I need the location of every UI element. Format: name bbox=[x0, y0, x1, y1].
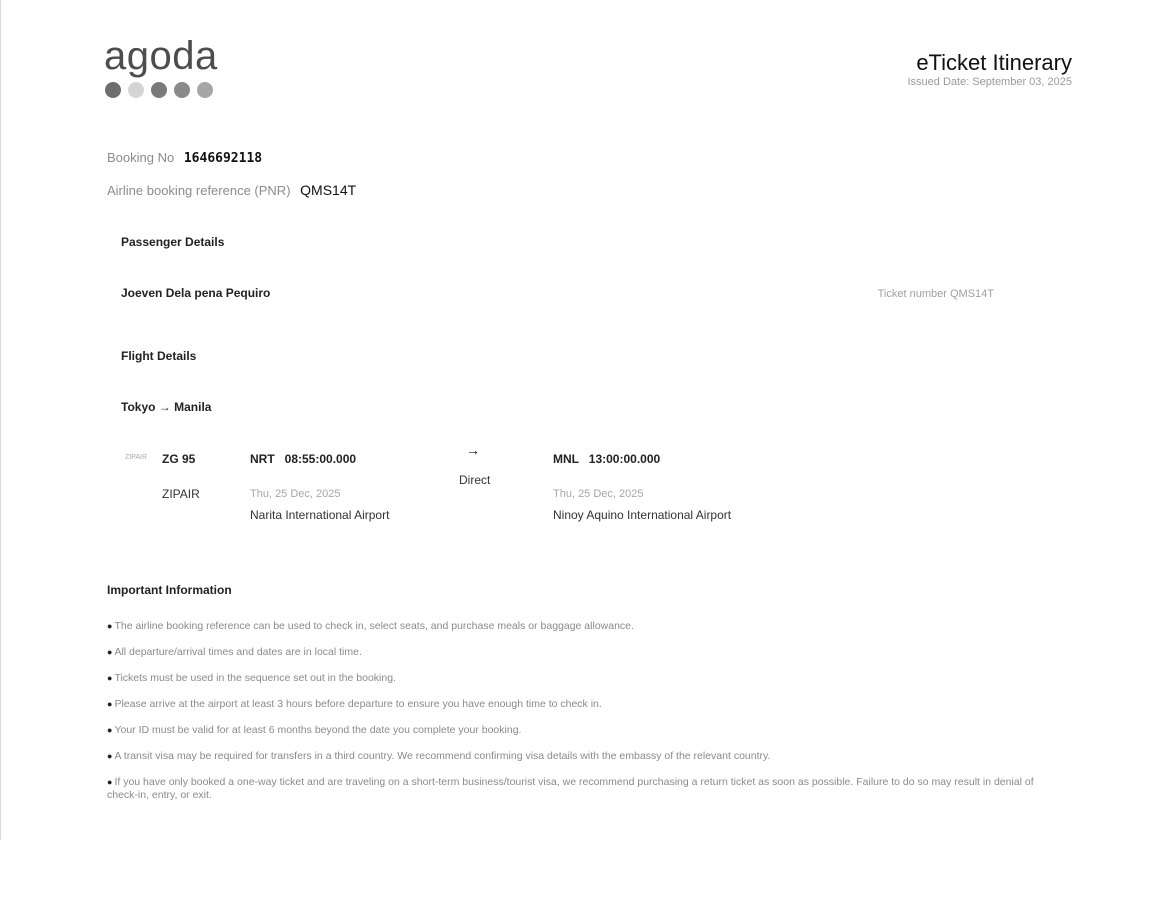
logo-wordmark: agoda bbox=[104, 34, 218, 78]
list-item-text: The airline booking reference can be used to check in, select seats, and purchase meals or baggage allowance. bbox=[114, 620, 634, 632]
bullet-icon: ● bbox=[107, 751, 113, 761]
ticket-number: QMS14T bbox=[949, 288, 994, 300]
passenger-name: Joeven Dela pena Pequiro bbox=[121, 286, 271, 300]
list-item bbox=[107, 724, 1067, 737]
list-item-text: Tickets must be used in the sequence set out in the booking. bbox=[114, 672, 396, 684]
booking-number: 1646692118 bbox=[183, 151, 263, 166]
airline-logo: ZIPAIR bbox=[125, 454, 148, 461]
booking-number-line bbox=[107, 150, 262, 166]
list-item bbox=[107, 620, 1067, 633]
bullet-icon: ● bbox=[107, 725, 113, 735]
flight-route: Tokyo → Manila bbox=[121, 400, 212, 414]
logo-dot bbox=[151, 82, 167, 98]
arrival-time: MNL 13:00:00.000 bbox=[553, 452, 661, 466]
flight-details-heading: Flight Details bbox=[121, 349, 197, 363]
flight-number: ZG 95 bbox=[162, 452, 196, 466]
arrival-airport: Ninoy Aquino International Airport bbox=[553, 508, 732, 522]
document-title: eTicket Itinerary bbox=[916, 50, 1072, 75]
bullet-icon: ● bbox=[107, 777, 113, 787]
bullet-icon: ● bbox=[107, 673, 113, 683]
pnr-line bbox=[107, 182, 356, 198]
left-border bbox=[0, 0, 1, 840]
arrival-date: Thu, 25 Dec, 2025 bbox=[553, 488, 644, 500]
list-item bbox=[107, 672, 1067, 685]
bullet-icon: ● bbox=[107, 621, 113, 631]
list-item-text: Your ID must be valid for at least 6 months beyond the date you complete your booking. bbox=[114, 724, 522, 736]
agoda-logo bbox=[104, 36, 218, 98]
document-header bbox=[908, 50, 1073, 88]
list-item-text: A transit visa may be required for transfers in a third country. We recommend confirming visa details with the embassy of the relevant country. bbox=[114, 750, 771, 762]
logo-dot bbox=[128, 82, 144, 98]
list-item bbox=[107, 776, 1067, 802]
list-item bbox=[107, 698, 1067, 711]
logo-dot bbox=[105, 82, 121, 98]
pnr-label: Airline booking reference (PNR) bbox=[107, 183, 291, 198]
departure-airport: Narita International Airport bbox=[250, 508, 390, 522]
stops-label: Direct bbox=[459, 473, 491, 487]
booking-number-label: Booking No bbox=[107, 150, 175, 165]
bullet-icon: ● bbox=[107, 699, 113, 709]
departure-time: NRT 08:55:00.000 bbox=[250, 452, 357, 466]
bullet-icon: ● bbox=[107, 647, 113, 657]
arrow-right-icon: → bbox=[466, 442, 480, 458]
list-item bbox=[107, 750, 1067, 763]
pnr-value: QMS14T bbox=[300, 182, 357, 198]
passenger-details-heading: Passenger Details bbox=[121, 235, 225, 249]
carrier-name: ZIPAIR bbox=[162, 487, 200, 501]
list-item-text: All departure/arrival times and dates are in local time. bbox=[114, 646, 362, 658]
important-information-list bbox=[107, 620, 1067, 815]
important-information-heading: Important Information bbox=[107, 583, 232, 597]
issued-date: Issued Date: September 03, 2025 bbox=[907, 76, 1072, 88]
list-item-text: Please arrive at the airport at least 3 hours before departure to ensure you have enough time to check in. bbox=[114, 698, 602, 710]
logo-dot bbox=[174, 82, 190, 98]
list-item-text: If you have only booked a one-way ticket and are traveling on a short-term business/tourist visa, we recommend purchasing a return ticket as soon as possible. Failure to do so may result in denial of check-in, entry, or exit. bbox=[107, 776, 1034, 801]
logo-dots bbox=[105, 82, 218, 98]
list-item bbox=[107, 646, 1067, 659]
ticket-number-line bbox=[878, 288, 994, 300]
ticket-number-label: Ticket number bbox=[877, 288, 947, 300]
departure-date: Thu, 25 Dec, 2025 bbox=[250, 488, 341, 500]
logo-dot bbox=[197, 82, 213, 98]
